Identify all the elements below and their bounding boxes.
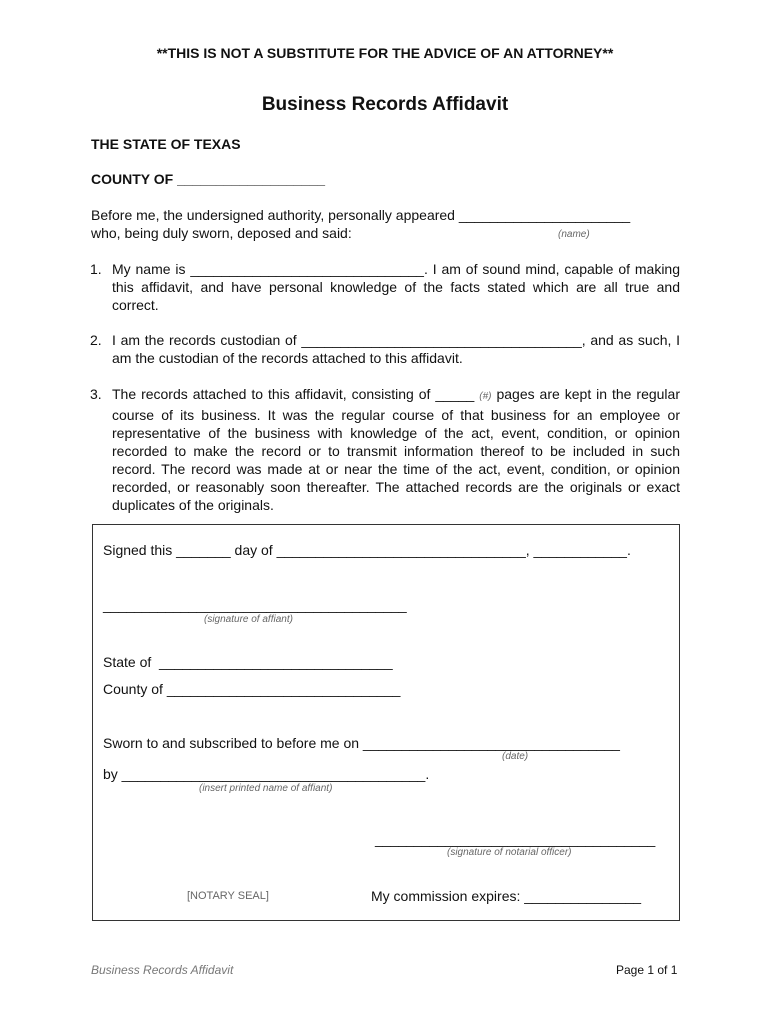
item-number-1: 1. xyxy=(90,261,102,277)
county-of-line: County of ______________________________ xyxy=(103,681,401,697)
state-of-line: State of ______________________________ xyxy=(103,654,393,670)
page-count-hint: (#) xyxy=(479,391,492,402)
item-text-3 xyxy=(112,385,680,514)
county-heading: COUNTY OF ___________________ xyxy=(91,171,326,187)
disclaimer-banner: **THIS IS NOT A SUBSTITUTE FOR THE ADVICE OF AN ATTORNEY** xyxy=(156,45,614,61)
printed-name-hint: (insert printed name of affiant) xyxy=(199,783,333,794)
name-hint: (name) xyxy=(558,229,590,240)
affiant-signature-hint: (signature of affiant) xyxy=(204,614,293,625)
intro-line-2: who, being duly sworn, deposed and said: xyxy=(91,225,352,241)
item-text-1: My name is ______________________________. I am of sound mind, capable of making this affidavit, and have personal knowledge of the facts stated which are all true and correct. xyxy=(112,261,680,313)
footer-page-number: Page 1 of 1 xyxy=(616,963,678,977)
date-hint: (date) xyxy=(502,751,529,762)
signed-line: Signed this _______ day of ________________________________, ____________. xyxy=(103,542,631,558)
sworn-line: Sworn to and subscribed to before me on _________________________________ xyxy=(103,735,620,751)
item-text-3-start: The records attached to this affidavit, consisting of _____ xyxy=(112,386,480,402)
commission-expires-line: My commission expires: _______________ xyxy=(371,888,642,904)
notary-signature-hint: (signature of notarial officer) xyxy=(447,847,572,858)
affiant-signature-line: _______________________________________ xyxy=(103,597,407,613)
intro-line-1: Before me, the undersigned authority, personally appeared ______________________ xyxy=(91,207,631,223)
state-heading: THE STATE OF TEXAS xyxy=(91,136,241,152)
notary-signature-line: ____________________________________ xyxy=(375,831,656,847)
item-text-2: I am the records custodian of ____________________________________, and as such, I am the custodian of the records attached to this affidavit. xyxy=(112,332,680,366)
document-title: Business Records Affidavit xyxy=(261,94,509,115)
notary-seal: [NOTARY SEAL] xyxy=(187,890,269,902)
item-number-2: 2. xyxy=(90,332,102,348)
footer-document-name: Business Records Affidavit xyxy=(91,963,234,977)
item-number-3: 3. xyxy=(90,386,102,402)
by-line: by _______________________________________. xyxy=(103,766,430,782)
item-text-3-rest: pages are kept in the regular course of its business. It was the regular course of that business for an employee or representative of the business with knowledge of the act, event, condition, or opinion recorded to make the record or to transmit information thereof to be included in such record. The record was made at or near the time of the act, event, condition, or opinion recorded, or reasonably soon thereafter. The attached records are the originals or exact duplicates of the originals. xyxy=(112,386,680,513)
signature-box xyxy=(92,524,680,921)
